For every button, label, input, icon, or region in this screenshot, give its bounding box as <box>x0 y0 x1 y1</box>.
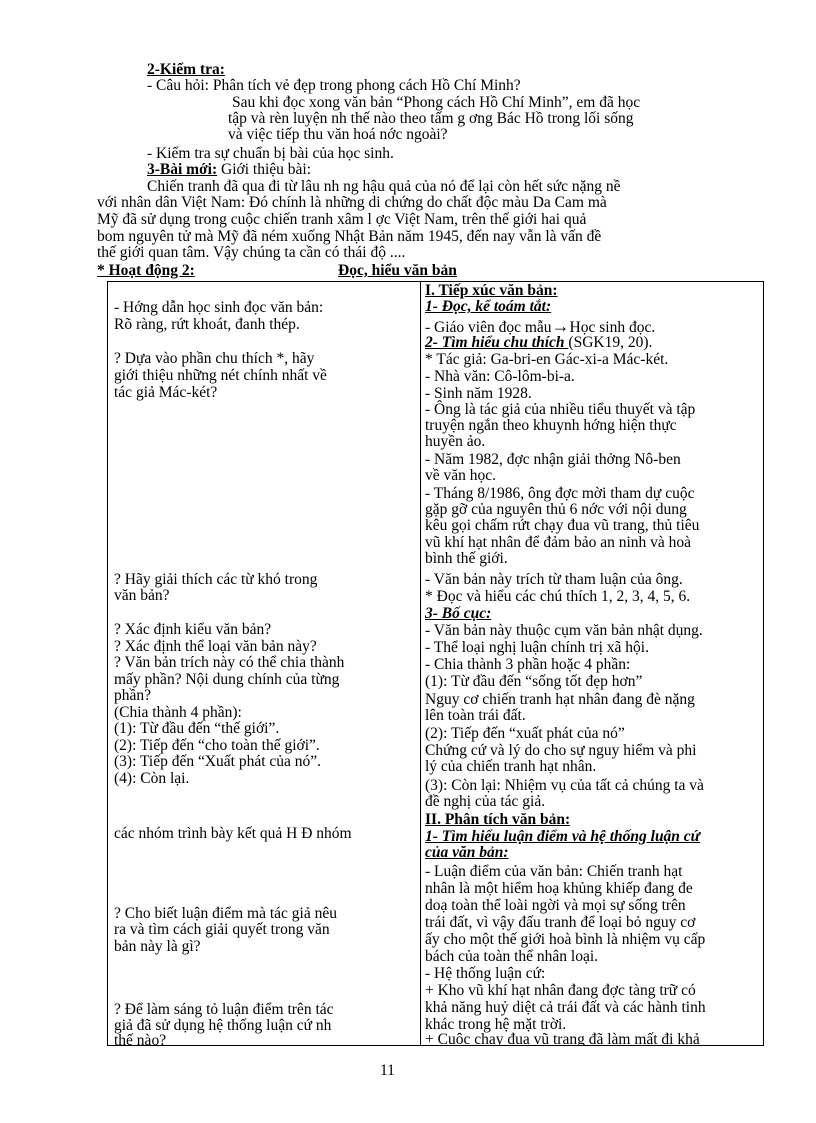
left-line: giả đã sử dụng hệ thống luận cứ nh <box>114 1017 332 1034</box>
left-line: (4): Còn lại. <box>114 770 190 787</box>
right-line: lên toàn trái đất. <box>425 707 526 724</box>
right-line: ấy cho một thế giới hoà bình là nhiệm vụ cấp <box>425 931 706 948</box>
question-detail-1: Sau khi đọc xong văn bản “Phong cách Hồ Chí Minh”, em đã học <box>232 94 641 111</box>
intro-paragraph-3: Mỹ đã sử dụng trong cuộc chiến tranh xâm l ợc Việt Nam, trên thế giới hai quả <box>97 211 587 228</box>
right-line: bình thế giới. <box>425 550 508 567</box>
right-line: (2): Tiếp đến “xuất phát của nó” <box>425 725 625 742</box>
right-line: - Văn bản này trích từ tham luận của ông. <box>425 571 683 588</box>
question-label: - Câu hỏi: <box>147 77 213 94</box>
section-heading-1: I. Tiếp xúc văn bản: <box>425 282 558 299</box>
preparation-check: - Kiểm tra sự chuẩn bị bài của học sinh. <box>147 145 394 162</box>
left-line: (2): Tiếp đến “cho toàn thế giới”. <box>114 737 320 754</box>
right-line: * Đọc và hiểu các chú thích 1, 2, 3, 4, 5, 6. <box>425 588 691 605</box>
right-line: Chứng cứ và lý do cho sự nguy hiểm và phi <box>425 742 697 759</box>
lesson-table <box>107 281 764 1049</box>
right-line: lý của chiến tranh hạt nhân. <box>425 758 597 775</box>
right-line: - Văn bản này thuộc cụm văn bản nhật dụng. <box>425 622 703 639</box>
read-teacher: - Giáo viên đọc mẫu <box>425 319 552 336</box>
content-column <box>421 282 764 1046</box>
subsection-read: 1- Đọc, kể toám tắt: <box>425 298 552 315</box>
right-line: huyền ảo. <box>425 433 486 450</box>
left-line: mấy phần? Nội dung chính của từng <box>114 671 340 688</box>
right-line: - Năm 1982, đợc nhận giải thởng Nô-ben <box>425 451 681 468</box>
right-line: gặp gỡ của nguyên thủ 6 nớc với nội dung <box>425 501 687 518</box>
question-detail-2: tập và rèn luyện nh thế nào theo tấm g ơng Bác Hồ trong lối sống <box>228 110 634 127</box>
intro-paragraph-5: thế giới quan tâm. Vậy chúng ta cần có thái độ .... <box>97 244 406 261</box>
right-line: - Tháng 8/1986, ông đợc mời tham dự cuộc <box>425 485 695 502</box>
read-student: Học sinh đọc. <box>569 319 656 336</box>
right-line: - Ông là tác giả của nhiều tiểu thuyết và tập <box>425 401 696 418</box>
left-line: thế nào? <box>114 1032 167 1049</box>
right-line: - Luận điểm của văn bản: Chiến tranh hạt <box>425 863 683 880</box>
right-line: đề nghị của tác giả. <box>425 793 546 810</box>
question-text: Phân tích vẻ đẹp trong phong cách Hồ Chí Minh? <box>212 77 521 94</box>
right-line: - Chia thành 3 phần hoặc 4 phần: <box>425 656 631 673</box>
left-line: ? Cho biết luận điểm mà tác giả nêu <box>114 905 337 922</box>
right-line: kêu gọi chấm rứt chạy đua vũ trang, thủ tiêu <box>425 517 700 534</box>
subsection-notes: 2- Tìm hiểu chu thích <box>425 334 569 351</box>
right-line: Nguy cơ chiến tranh hạt nhân đang đè nặng <box>425 691 695 708</box>
intro-paragraph-4: bom nguyên tử mà Mỹ đã ném xuống Nhật Bản năm 1945, đến nay vẫn là vấn đề <box>97 228 602 245</box>
kiem-tra-heading: 2-Kiểm tra: <box>147 61 225 78</box>
left-line: ? Xác định thể loại văn bản này? <box>114 638 317 655</box>
left-line: phần? <box>114 687 152 704</box>
subsection-notes-line <box>425 335 652 351</box>
intro-paragraph-1: Chiến tranh đã qua đi từ lâu nh ng hậu quả của nó để lại còn hết sức nặng nề <box>147 178 621 195</box>
bai-moi-heading: 3-Bài mới: <box>147 161 218 178</box>
left-line: ? Văn bản trích này có thể chia thành <box>114 654 345 671</box>
right-line: nhân là một hiểm hoạ khủng khiếp đang đe <box>425 880 693 897</box>
right-line: + Kho vũ khí hạt nhân đang đợc tàng trữ có <box>425 982 696 999</box>
teacher-column <box>108 282 421 1049</box>
right-line: - Nhà văn: Cô-lôm-bi-a. <box>425 368 575 385</box>
notes-reference: (SGK19, 20). <box>568 334 653 351</box>
subsection-argument-b: của văn bản: <box>425 844 509 861</box>
left-line: ? Xác định kiểu văn bản? <box>114 621 272 638</box>
right-line: (3): Còn lại: Nhiệm vụ của tất cả chúng ta và <box>425 777 704 794</box>
left-line: ? Hãy giải thích các từ khó trong <box>114 571 318 588</box>
right-line: khả năng huỷ diệt cả trái đất và các hành tinh <box>425 999 706 1016</box>
subsection-argument-a: 1- Tìm hiểu luận điểm và hệ thống luận cứ <box>425 828 700 845</box>
right-line: - Sinh năm 1928. <box>425 385 532 402</box>
page-number: 11 <box>380 1062 395 1079</box>
left-line: - Hớng dẫn học sinh đọc văn bản: <box>114 299 324 316</box>
left-line: (3): Tiếp đến “Xuất phát của nó”. <box>114 753 322 770</box>
right-line: * Tác giả: Ga-bri-en Gác-xi-a Mác-két. <box>425 351 669 368</box>
left-line: văn bản? <box>114 587 170 604</box>
right-line: trái đất, vì vậy đấu tranh để loại bỏ nguy cơ <box>425 914 696 931</box>
intro-paragraph-2: với nhân dân Việt Nam: Đó chính là những di chứng do chất độc màu Da Cam mà <box>97 194 607 211</box>
right-line: - Hệ thống luận cứ: <box>425 965 546 982</box>
bai-moi-intro: Giới thiệu bài: <box>217 161 312 178</box>
section-heading-2: II. Phân tích văn bản: <box>425 811 571 828</box>
left-line: bản này là gì? <box>114 938 201 955</box>
right-line: khác trong hệ mặt trời. <box>425 1016 567 1033</box>
right-line: - Thể loại nghị luận chính trị xã hội. <box>425 639 649 656</box>
bai-moi-line <box>147 162 311 178</box>
right-line: về văn học. <box>425 467 497 484</box>
question-detail-3: và việc tiếp thu văn hoá nớc ngoài? <box>228 126 448 143</box>
right-line: vũ khí hạt nhân để đảm bảo an ninh và hoà <box>425 534 692 551</box>
activity-label: * Hoạt động 2: <box>97 262 195 279</box>
question-line <box>147 78 521 94</box>
left-line: (1): Từ đầu đến “thế giới”. <box>114 720 280 737</box>
right-line: (1): Từ đầu đến “sống tốt đẹp hơn” <box>425 673 643 690</box>
arrow-right-icon: → <box>551 316 570 336</box>
right-line: bách của toàn thể nhân loại. <box>425 948 599 965</box>
right-line: + Cuộc chạy đua vũ trang đã làm mất đi khả <box>425 1032 700 1046</box>
left-line: ? Để làm sáng tỏ luận điểm trên tác <box>114 1001 334 1018</box>
activity-title: Đọc, hiểu văn bản <box>338 262 457 279</box>
left-line: ra và tìm cách giải quyết trong văn <box>114 921 330 938</box>
right-line: doạ toàn thể loài ngời và mọi sự sống trên <box>425 897 686 914</box>
left-line: tác giả Mác-két? <box>114 384 218 401</box>
left-line: (Chia thành 4 phần): <box>114 704 242 721</box>
left-line: giới thiệu những nét chính nhất về <box>114 367 327 384</box>
left-line: ? Dựa vào phần chu thích *, hãy <box>114 350 315 367</box>
left-line: Rõ ràng, rứt khoát, đanh thép. <box>114 316 300 333</box>
left-line: các nhóm trình bày kết quả H Đ nhóm <box>114 825 352 842</box>
right-line: truyện ngắn theo khuynh hớng hiện thực <box>425 417 677 434</box>
subsection-layout: 3- Bố cục: <box>425 605 492 622</box>
